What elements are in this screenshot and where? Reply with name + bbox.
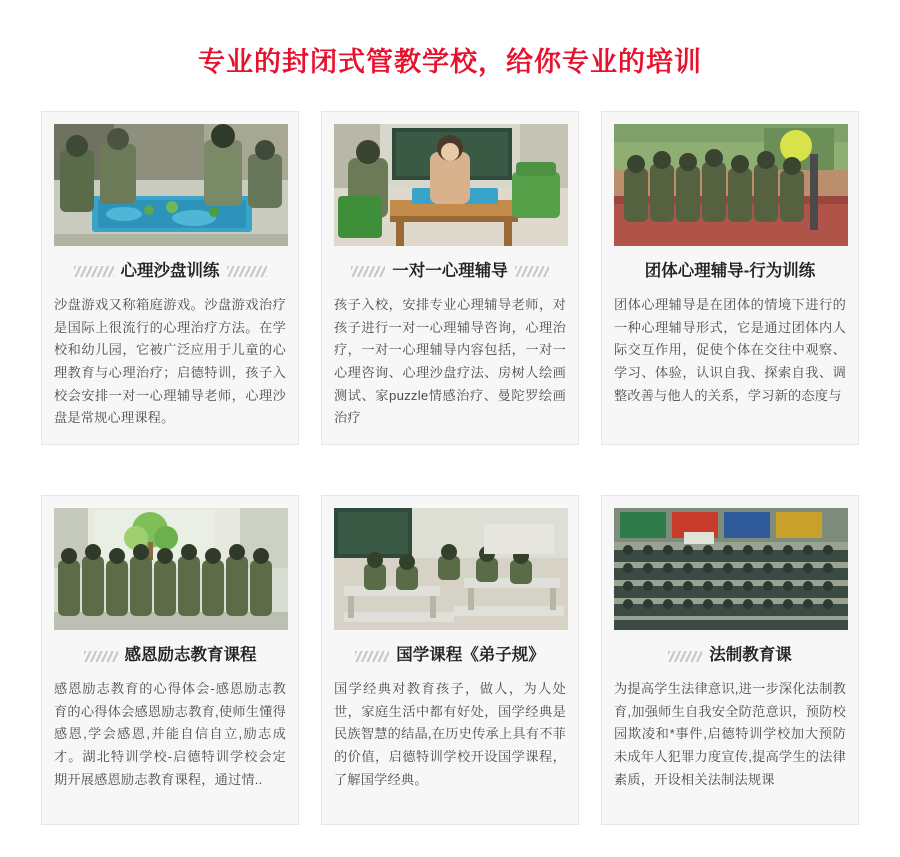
card-title-text: 法制教育课: [709, 646, 792, 665]
card-title-text: 一对一心理辅导: [392, 262, 508, 280]
decor-hatch-icon: [351, 266, 385, 277]
card-item[interactable]: [41, 495, 299, 825]
card-item[interactable]: [321, 495, 579, 825]
card-body-text: 孩子入校，安排专业心理辅导老师，对孩子进行一对一心理辅导咨询，心理治疗，一对一心理辅导内容包括，一对一心理咨询、心理沙盘疗法、房树人绘画测试、家puzzle情感治疗、曼陀罗绘画治疗: [334, 296, 566, 426]
decor-hatch-icon: [515, 266, 549, 277]
card-title-text: 团体心理辅导-行为训练: [644, 262, 816, 280]
card-body-text: 国学经典对教育孩子，做人，为人处世，家庭生活中都有好处，国学经典是民族智慧的结晶,在历史传承上具有不菲的价值，启德特训学校开设国学课程，了解国学经典。: [334, 681, 566, 787]
card-title: [334, 260, 566, 284]
card-title: [54, 260, 286, 284]
card-item[interactable]: [601, 495, 859, 825]
card-body-text: 为提高学生法律意识,进一步深化法制教育,加强师生自我安全防范意识，预防校园欺凌和*事件,启德特训学校加大预防未成年人犯罪力度宣传,提高学生的法律素质，开设相关法制法规课: [614, 681, 846, 787]
card-item[interactable]: [601, 111, 859, 445]
card-item[interactable]: [41, 111, 299, 445]
card-title: [54, 644, 286, 668]
card-title: [614, 644, 846, 668]
page-title: 专业的封闭式管教学校，给你专业的培训: [198, 47, 702, 77]
card-title: [334, 644, 566, 668]
one-on-one-counseling-photo: [334, 124, 568, 246]
classics-course-photo: [334, 508, 568, 630]
card-body-text: 沙盘游戏又称箱庭游戏。沙盘游戏治疗是国际上很流行的心理治疗方法。在学校和幼儿园，它被广泛应用于儿童的心理教育与心理治疗；启德特训，孩子入校会安排一对一心理辅导老师，心理沙盘是常规心理课程。: [54, 296, 286, 426]
gratitude-class-photo: [54, 508, 288, 630]
decor-hatch-icon: [227, 266, 267, 277]
card-item[interactable]: [321, 111, 579, 445]
card-grid-row-2: [0, 471, 900, 825]
card-title-text: 心理沙盘训练: [120, 262, 220, 280]
card-title: [614, 260, 846, 284]
decor-hatch-icon: [74, 266, 114, 277]
sandtray-therapy-photo: [54, 124, 288, 246]
legal-education-photo: [614, 508, 848, 630]
card-grid-row-1: [0, 87, 900, 445]
decor-hatch-icon: [668, 651, 702, 662]
decor-hatch-icon: [355, 651, 389, 662]
card-title-text: 感恩励志教育课程: [124, 646, 257, 665]
card-body-text: 感恩励志教育的心得体会-感恩励志教育的心得体会感恩励志教育,使师生懂得感恩,学会感恩,并能自信自立,励志成才。湖北特训学校-启德特训学校会定期开展感恩励志教育课程，通过情..: [54, 681, 286, 787]
card-title-text: 国学课程《弟子规》: [396, 646, 545, 665]
row-divider: [0, 445, 900, 471]
group-training-photo: [614, 124, 848, 246]
card-body-text: 团体心理辅导是在团体的情境下进行的一种心理辅导形式，它是通过团体内人际交互作用，促使个体在交往中观察、学习、体验，认识自我、探索自我、调整改善与他人的关系，学习新的态度与: [614, 296, 846, 403]
decor-hatch-icon: [84, 651, 118, 662]
